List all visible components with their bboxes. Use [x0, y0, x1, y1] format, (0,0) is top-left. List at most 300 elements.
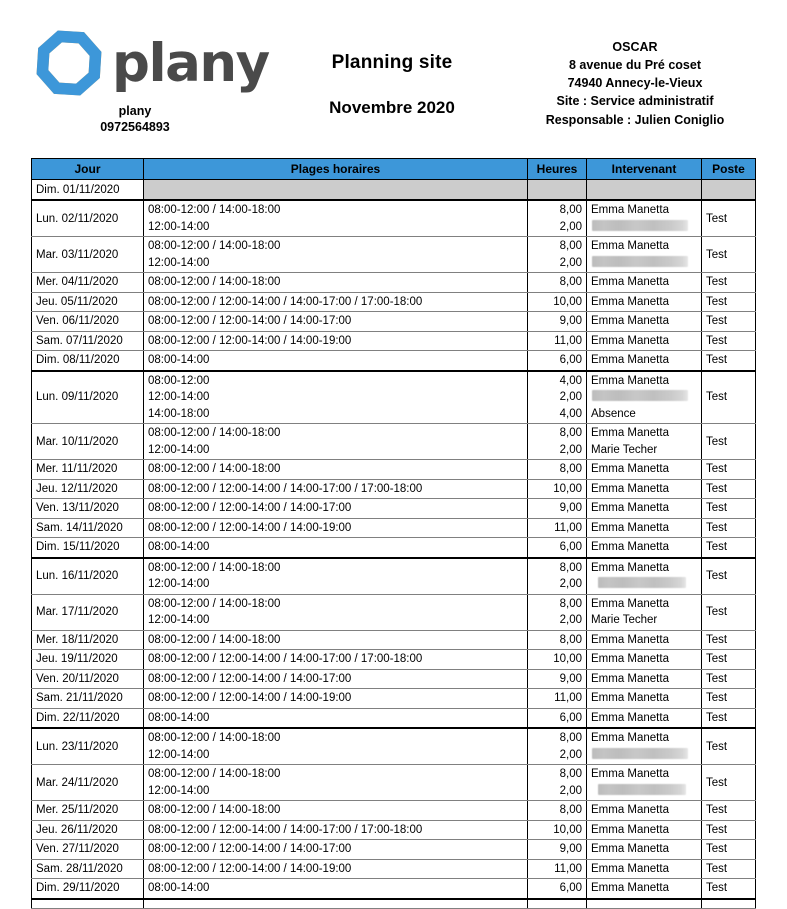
- intervenant-line: Absence: [591, 407, 636, 420]
- heures-line: 9,00: [559, 502, 582, 514]
- cell-intervenant: [587, 460, 702, 480]
- redaction-block: [592, 220, 688, 231]
- cell-heures: [528, 859, 587, 879]
- table-row[interactable]: [32, 273, 756, 293]
- intervenant-line: Emma Manetta: [591, 843, 669, 855]
- table-row[interactable]: [32, 594, 756, 630]
- cell-plages-horaires: [144, 292, 528, 312]
- table-row[interactable]: [32, 351, 756, 371]
- cell-intervenant: [587, 200, 702, 237]
- heures-line: 6,00: [559, 711, 582, 724]
- plage-line: 08:00-12:00 / 12:00-14:00 / 14:00-17:00 / 17:00-18:00: [148, 295, 423, 308]
- redaction-block: [598, 784, 686, 795]
- table-row[interactable]: [32, 499, 756, 519]
- plage-line: 12:00-14:00: [148, 220, 210, 233]
- intervenant-line: Emma Manetta: [591, 732, 669, 744]
- table-row[interactable]: [32, 200, 756, 237]
- cell-jour: Sam. 21/11/2020: [32, 689, 144, 709]
- table-row[interactable]: [32, 538, 756, 558]
- heures-line: 10,00: [553, 823, 582, 836]
- plage-line: 08:00-12:00 / 12:00-14:00 / 14:00-17:00: [148, 843, 352, 855]
- cell-intervenant: [587, 689, 702, 709]
- cell-intervenant: [587, 371, 702, 424]
- plage-line: 08:00-12:00 / 14:00-18:00: [148, 561, 281, 574]
- cell-jour: Mer. 04/11/2020: [32, 273, 144, 293]
- heures-line: 8,00: [559, 463, 582, 475]
- cell-jour: Dim. 08/11/2020: [32, 351, 144, 371]
- plage-line: 08:00-12:00 / 14:00-18:00: [148, 732, 281, 744]
- brand-phone: 0972564893: [100, 119, 170, 134]
- cell-jour: Mer. 18/11/2020: [32, 630, 144, 650]
- heures-line: 2,00: [559, 578, 582, 590]
- cell-jour: Mer. 11/11/2020: [32, 460, 144, 480]
- plany-star-logo-icon: [30, 24, 108, 102]
- brand-name: plany: [118, 104, 152, 118]
- intervenant-line: Emma Manetta: [591, 334, 669, 347]
- plage-line: 14:00-18:00: [148, 407, 210, 420]
- org-manager: Responsable : Julien Coniglio: [545, 112, 725, 127]
- title-block: [292, 52, 492, 118]
- heures-line: 9,00: [559, 843, 582, 855]
- cell-plages-horaires: [144, 479, 528, 499]
- cell-plages-horaires: [144, 558, 528, 595]
- cell-jour: Ven. 27/11/2020: [32, 840, 144, 860]
- cell-jour: Ven. 13/11/2020: [32, 499, 144, 519]
- intervenant-line: Emma Manetta: [591, 295, 669, 308]
- cell-intervenant: [587, 669, 702, 689]
- cell-poste: Test: [702, 801, 756, 821]
- heures-line: 8,00: [559, 804, 582, 816]
- org-address: 8 avenue du Pré coset: [568, 58, 701, 73]
- plage-line: 08:00-12:00 / 14:00-18:00: [148, 463, 281, 475]
- cell-jour: Dim. 15/11/2020: [32, 538, 144, 558]
- table-row[interactable]: [32, 518, 756, 538]
- plage-line: 08:00-14:00: [148, 354, 210, 366]
- cell-intervenant: [587, 558, 702, 595]
- cell-poste: Test: [702, 518, 756, 538]
- heures-line: 11,00: [554, 334, 582, 347]
- cell-intervenant: [587, 859, 702, 879]
- table-row[interactable]: [32, 460, 756, 480]
- cell-heures: [528, 312, 587, 332]
- organization-block: [500, 38, 770, 129]
- cell-heures: [528, 237, 587, 273]
- org-site: Site : Service administratif: [556, 94, 714, 109]
- heures-line: 11,00: [554, 521, 582, 534]
- plage-line: 08:00-12:00 / 14:00-18:00: [148, 768, 281, 780]
- table-row[interactable]: [32, 371, 756, 424]
- cell-plages-horaires: [144, 518, 528, 538]
- plage-line: 08:00-14:00: [148, 882, 210, 894]
- cell-poste: Test: [702, 765, 756, 801]
- intervenant-line: Emma Manetta: [591, 204, 669, 216]
- cell-intervenant: [587, 650, 702, 670]
- plage-line: 08:00-12:00 / 14:00-18:00: [148, 427, 281, 439]
- planning-table: [31, 158, 756, 909]
- cell-jour: Lun. 02/11/2020: [32, 200, 144, 237]
- cell-poste: Test: [702, 371, 756, 424]
- intervenant-line: Emma Manetta: [591, 711, 669, 724]
- table-row[interactable]: [32, 558, 756, 595]
- cell-intervenant: [587, 518, 702, 538]
- plage-line: 08:00-12:00 / 12:00-14:00 / 14:00-17:00 / 17:00-18:00: [148, 823, 423, 836]
- brand-block: [30, 24, 280, 135]
- redaction-block: [592, 256, 688, 267]
- redacted-name: [591, 747, 697, 764]
- table-row[interactable]: [32, 650, 756, 670]
- cell-plages-horaires: [144, 351, 528, 371]
- cell-intervenant: [587, 479, 702, 499]
- plage-line: 08:00-12:00 / 12:00-14:00 / 14:00-17:00 / 17:00-18:00: [148, 653, 423, 665]
- cell-jour: Mar. 03/11/2020: [32, 237, 144, 273]
- redacted-name: [591, 783, 697, 800]
- cell-jour: Mar. 10/11/2020: [32, 424, 144, 460]
- planning-table-wrapper: [31, 158, 755, 909]
- cell-plages-horaires: [144, 424, 528, 460]
- cell-intervenant: [587, 708, 702, 728]
- cell-plages-horaires: [144, 237, 528, 273]
- table-row[interactable]: [32, 801, 756, 821]
- plage-line: 08:00-12:00 / 14:00-18:00: [148, 240, 281, 252]
- cell-poste: Test: [702, 879, 756, 899]
- table-row[interactable]: [32, 820, 756, 840]
- heures-line: 10,00: [553, 482, 582, 495]
- cell-poste: Test: [702, 840, 756, 860]
- plage-line: 08:00-12:00 / 12:00-14:00 / 14:00-19:00: [148, 692, 352, 704]
- table-row[interactable]: [32, 630, 756, 650]
- heures-line: 2,00: [559, 220, 582, 233]
- table-row[interactable]: [32, 479, 756, 499]
- cell-intervenant: [587, 538, 702, 558]
- intervenant-line: Emma Manetta: [591, 427, 669, 439]
- cell-heures: [528, 518, 587, 538]
- plage-line: 08:00-12:00 / 12:00-14:00 / 14:00-17:00: [148, 502, 352, 514]
- heures-line: 2,00: [559, 391, 582, 403]
- cell-poste: Test: [702, 630, 756, 650]
- cell-poste: Test: [702, 312, 756, 332]
- heures-line: 2,00: [559, 443, 582, 456]
- intervenant-line: Emma Manetta: [591, 597, 669, 610]
- cell-heures: [528, 424, 587, 460]
- cell-jour: Mar. 17/11/2020: [32, 594, 144, 630]
- intervenant-line: Emma Manetta: [591, 862, 669, 875]
- intervenant-line: Emma Manetta: [591, 463, 669, 475]
- heures-line: 8,00: [559, 732, 582, 744]
- table-row[interactable]: [32, 879, 756, 899]
- cell-poste: Test: [702, 708, 756, 728]
- cell-heures: [528, 630, 587, 650]
- cell-plages-horaires: [144, 765, 528, 801]
- cell-poste: Test: [702, 292, 756, 312]
- cell-plages-horaires: [144, 594, 528, 630]
- column-header-intervenant: Intervenant: [587, 159, 702, 180]
- cell-intervenant: [587, 840, 702, 860]
- heures-line: 8,00: [559, 597, 582, 610]
- cell-intervenant: [587, 424, 702, 460]
- heures-line: 2,00: [559, 614, 582, 626]
- redaction-block: [592, 748, 688, 759]
- heures-line: 8,00: [559, 240, 582, 252]
- plage-line: 08:00-12:00 / 14:00-18:00: [148, 204, 281, 216]
- cell-heures: [528, 765, 587, 801]
- table-row[interactable]: [32, 728, 756, 765]
- intervenant-line: Emma Manetta: [591, 823, 669, 836]
- intervenant-line: Emma Manetta: [591, 276, 669, 288]
- column-header-jour: Jour: [32, 159, 144, 180]
- plage-line: 08:00-12:00 / 14:00-18:00: [148, 597, 281, 610]
- heures-line: 8,00: [559, 276, 582, 288]
- cell-heures: [528, 351, 587, 371]
- heures-line: 8,00: [559, 204, 582, 216]
- cell-intervenant: [587, 331, 702, 351]
- heures-line: 11,00: [554, 862, 582, 875]
- heures-line: 8,00: [559, 427, 582, 439]
- cell-poste: Test: [702, 859, 756, 879]
- cell-poste: Test: [702, 331, 756, 351]
- cell-heures: [528, 650, 587, 670]
- cell-plages-horaires: [144, 273, 528, 293]
- heures-line: 11,00: [554, 692, 582, 704]
- cell-plages-horaires: [144, 371, 528, 424]
- cell-heures: [528, 479, 587, 499]
- intervenant-line: Emma Manetta: [591, 633, 669, 646]
- cell-plages-horaires: [144, 538, 528, 558]
- cell-heures: [528, 331, 587, 351]
- planning-table-head: [32, 159, 756, 180]
- cell-jour: Sam. 07/11/2020: [32, 331, 144, 351]
- cell-poste: [702, 180, 756, 201]
- column-header-plages: Plages horaires: [144, 159, 528, 180]
- plage-line: 12:00-14:00: [148, 784, 210, 797]
- cell-heures: [528, 689, 587, 709]
- cell-plages-horaires: [144, 728, 528, 765]
- redaction-block: [592, 390, 688, 401]
- intervenant-line: Emma Manetta: [591, 482, 669, 495]
- cell-poste: Test: [702, 689, 756, 709]
- cell-poste: Test: [702, 200, 756, 237]
- cell-intervenant: [587, 879, 702, 899]
- plage-line: 08:00-12:00 / 12:00-14:00 / 14:00-17:00: [148, 672, 352, 685]
- org-city: 74940 Annecy-le-Vieux: [567, 76, 703, 91]
- cell-plages-horaires: [144, 879, 528, 899]
- cell-heures: [528, 801, 587, 821]
- table-row[interactable]: [32, 840, 756, 860]
- cell-heures: [528, 728, 587, 765]
- plage-line: 08:00-14:00: [148, 541, 210, 553]
- table-row[interactable]: [32, 669, 756, 689]
- cell-jour: Jeu. 26/11/2020: [32, 820, 144, 840]
- cell-heures: [528, 820, 587, 840]
- heures-line: 2,00: [559, 784, 582, 797]
- heures-line: 2,00: [559, 748, 582, 761]
- plany-wordmark: plany: [112, 32, 269, 94]
- cell-poste: Test: [702, 728, 756, 765]
- redacted-name: [591, 576, 697, 593]
- plage-line: 08:00-12:00 / 14:00-18:00: [148, 804, 281, 816]
- heures-line: 8,00: [559, 561, 582, 574]
- cell-poste: Test: [702, 594, 756, 630]
- intervenant-line: Emma Manetta: [591, 354, 669, 366]
- cell-plages-horaires: [144, 499, 528, 519]
- intervenant-line: Emma Manetta: [591, 882, 669, 894]
- column-header-poste: Poste: [702, 159, 756, 180]
- cell-heures: [528, 273, 587, 293]
- heures-line: 4,00: [559, 407, 582, 420]
- plage-line: 12:00-14:00: [148, 256, 210, 269]
- intervenant-line: Marie Techer: [591, 614, 658, 626]
- cell-poste: Test: [702, 538, 756, 558]
- plage-line: 08:00-12:00 / 12:00-14:00 / 14:00-17:00: [148, 315, 352, 327]
- brand-row: [30, 24, 280, 102]
- cell-plages-horaires: [144, 801, 528, 821]
- cell-intervenant: [587, 765, 702, 801]
- heures-line: 4,00: [559, 374, 582, 387]
- plage-line: 12:00-14:00: [148, 578, 210, 590]
- cell-poste: Test: [702, 558, 756, 595]
- plage-line: 12:00-14:00: [148, 443, 210, 456]
- planning-table-body: [32, 180, 756, 909]
- brand-caption: [30, 104, 240, 135]
- intervenant-line: Emma Manetta: [591, 768, 669, 780]
- heures-line: 6,00: [559, 541, 582, 553]
- cell-plages-horaires: [144, 820, 528, 840]
- cell-jour: Dim. 01/11/2020: [32, 180, 144, 201]
- cell-plages-horaires: [144, 312, 528, 332]
- cell-intervenant: [587, 594, 702, 630]
- cell-intervenant: [587, 801, 702, 821]
- cell-heures: [528, 200, 587, 237]
- redacted-name: [591, 389, 697, 406]
- cell-heures: [528, 558, 587, 595]
- page-title: Planning site: [331, 52, 453, 73]
- cell-intervenant: [587, 820, 702, 840]
- table-row[interactable]: [32, 237, 756, 273]
- cell-jour: Sam. 14/11/2020: [32, 518, 144, 538]
- plage-line: 12:00-14:00: [148, 748, 210, 761]
- cell-plages-horaires: [144, 650, 528, 670]
- cell-heures: [528, 708, 587, 728]
- cell-jour: Mar. 24/11/2020: [32, 765, 144, 801]
- heures-line: 9,00: [559, 672, 582, 685]
- page-header: [0, 0, 787, 140]
- heures-line: 6,00: [559, 354, 582, 366]
- cell-heures: [528, 594, 587, 630]
- cell-intervenant: [587, 728, 702, 765]
- cell-poste: Test: [702, 499, 756, 519]
- intervenant-line: Emma Manetta: [591, 521, 669, 534]
- cell-jour: Dim. 29/11/2020: [32, 879, 144, 899]
- cell-intervenant: [587, 312, 702, 332]
- heures-line: 2,00: [559, 256, 582, 269]
- cell-plages-horaires: [144, 460, 528, 480]
- cell-poste: Test: [702, 479, 756, 499]
- table-row[interactable]: [32, 708, 756, 728]
- cell-heures: [528, 669, 587, 689]
- cell-jour: Dim. 22/11/2020: [32, 708, 144, 728]
- plage-line: 08:00-12:00 / 12:00-14:00 / 14:00-19:00: [148, 334, 352, 347]
- cell-heures: [528, 292, 587, 312]
- redacted-name: [591, 219, 697, 236]
- table-row[interactable]: [32, 765, 756, 801]
- table-row[interactable]: [32, 424, 756, 460]
- cell-heures: [528, 460, 587, 480]
- cell-plages-horaires: [144, 180, 528, 201]
- cell-jour: Ven. 06/11/2020: [32, 312, 144, 332]
- plage-line: 08:00-12:00 / 14:00-18:00: [148, 276, 281, 288]
- intervenant-line: Emma Manetta: [591, 374, 669, 387]
- cell-intervenant: [587, 180, 702, 201]
- cell-jour: Jeu. 05/11/2020: [32, 292, 144, 312]
- table-row[interactable]: [32, 689, 756, 709]
- heures-line: 6,00: [559, 882, 582, 894]
- heures-line: 9,00: [559, 315, 582, 327]
- cell-plages-horaires: [144, 200, 528, 237]
- cell-plages-horaires: [144, 630, 528, 650]
- cell-heures: [528, 371, 587, 424]
- heures-line: 10,00: [553, 653, 582, 665]
- cell-plages-horaires: [144, 689, 528, 709]
- cell-jour: Lun. 16/11/2020: [32, 558, 144, 595]
- cell-heures: [528, 180, 587, 201]
- cell-poste: Test: [702, 424, 756, 460]
- plage-line: 12:00-14:00: [148, 614, 210, 626]
- intervenant-line: Emma Manetta: [591, 240, 669, 252]
- intervenant-line: Emma Manetta: [591, 315, 669, 327]
- cell-plages-horaires: [144, 331, 528, 351]
- cell-intervenant: [587, 351, 702, 371]
- intervenant-line: Marie Techer: [591, 443, 658, 456]
- plage-line: 08:00-12:00: [148, 374, 210, 387]
- intervenant-line: Emma Manetta: [591, 541, 669, 553]
- redaction-block: [598, 577, 686, 588]
- cell-heures: [528, 879, 587, 899]
- cell-poste: Test: [702, 669, 756, 689]
- plage-line: 12:00-14:00: [148, 391, 210, 403]
- cell-plages-horaires: [144, 859, 528, 879]
- table-header-row: [32, 159, 756, 180]
- cell-jour: Lun. 09/11/2020: [32, 371, 144, 424]
- cell-intervenant: [587, 292, 702, 312]
- plage-line: 08:00-14:00: [148, 711, 210, 724]
- cell-jour: Jeu. 12/11/2020: [32, 479, 144, 499]
- table-row[interactable]: [32, 312, 756, 332]
- intervenant-line: Emma Manetta: [591, 502, 669, 514]
- org-name: OSCAR: [612, 40, 658, 54]
- cell-poste: Test: [702, 820, 756, 840]
- column-header-heures: Heures: [528, 159, 587, 180]
- cell-poste: Test: [702, 237, 756, 273]
- cell-poste: Test: [702, 273, 756, 293]
- cell-jour: Ven. 20/11/2020: [32, 669, 144, 689]
- table-row[interactable]: [32, 331, 756, 351]
- cell-heures: [528, 538, 587, 558]
- intervenant-line: Emma Manetta: [591, 692, 669, 704]
- cell-plages-horaires: [144, 708, 528, 728]
- table-row[interactable]: [32, 859, 756, 879]
- cell-intervenant: [587, 630, 702, 650]
- cell-plages-horaires: [144, 669, 528, 689]
- plage-line: 08:00-12:00 / 14:00-18:00: [148, 633, 281, 646]
- cell-heures: [528, 499, 587, 519]
- cell-jour: Lun. 23/11/2020: [32, 728, 144, 765]
- cell-jour: Mer. 25/11/2020: [32, 801, 144, 821]
- table-row[interactable]: [32, 292, 756, 312]
- table-row[interactable]: [32, 180, 756, 201]
- cell-jour: Sam. 28/11/2020: [32, 859, 144, 879]
- heures-line: 8,00: [559, 633, 582, 646]
- plage-line: 08:00-12:00 / 12:00-14:00 / 14:00-19:00: [148, 862, 352, 875]
- cell-jour: Jeu. 19/11/2020: [32, 650, 144, 670]
